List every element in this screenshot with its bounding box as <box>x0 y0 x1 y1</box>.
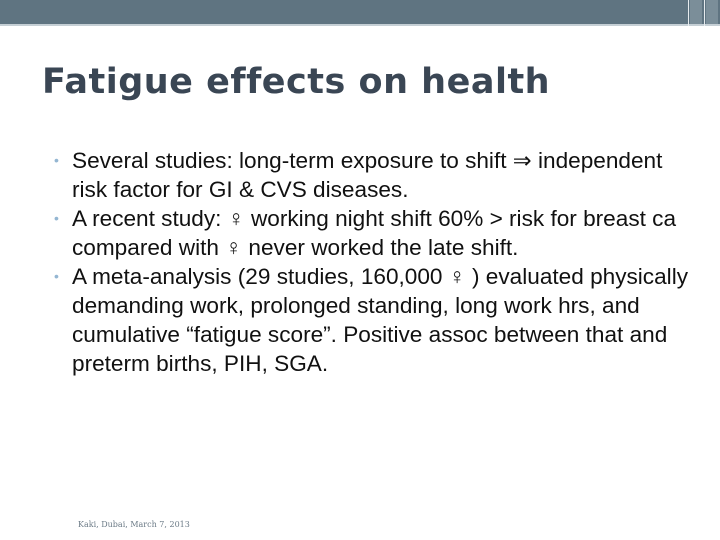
bullet-text: A recent study: ♀ working night shift 60% > risk for breast ca compared with ♀ never worked the late shift. <box>72 206 677 260</box>
bullet-icon: • <box>54 152 59 168</box>
bullet-icon: • <box>54 210 59 226</box>
header-divider <box>688 0 689 26</box>
bullet-item <box>50 204 690 262</box>
bullet-icon: • <box>54 268 59 284</box>
header-divider <box>704 0 705 26</box>
bullet-text: Several studies: long-term exposure to shift ⇒ independent risk factor for GI & CVS diseases. <box>72 148 663 202</box>
bullet-text: A meta-analysis (29 studies, 160,000 ♀ ) evaluated physically demanding work, prolonged standing, long work hrs, and cumulative “fatigue score”. Positive assoc between that and preterm births, PIH, SGA. <box>72 264 689 376</box>
bullet-list <box>50 146 690 378</box>
header-decoration <box>706 0 718 24</box>
header-bar <box>0 0 720 24</box>
bullet-item <box>50 146 690 204</box>
slide-footer: Kaki, Dubai, March 7, 2013 <box>78 520 190 529</box>
header-decoration <box>690 0 702 24</box>
header-strip <box>0 24 720 26</box>
slide-title: Fatigue effects on health <box>42 62 551 102</box>
bullet-item <box>50 262 690 378</box>
